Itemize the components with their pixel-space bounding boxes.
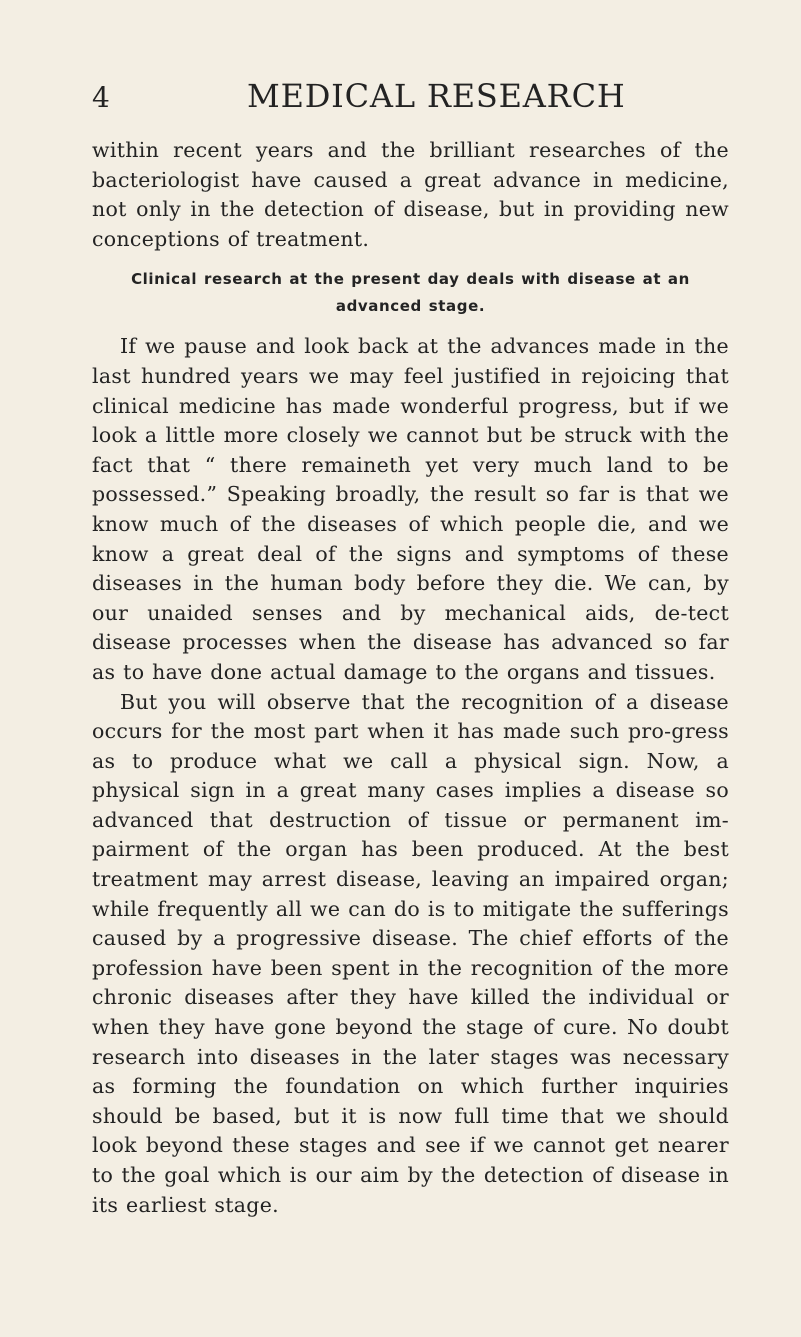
- paragraph-continued: within recent years and the brilliant researches of the bacteriologist have caused a great advance in medicine, not only in the detection of disease, but in providing new conceptions of treatment.: [92, 138, 729, 251]
- page-number: 4: [92, 81, 111, 114]
- paragraph: If we pause and look back at the advances made in the last hundred years we may feel justified in rejoicing that clinical medicine has made wonderful progress, but if we look a little more closely we cannot but be struck with the fact that “ there remaineth yet very much land to be possessed.” Speaking broadly, the result so far is that we know much of the diseases of which people die, and we know a great deal of the signs and symptoms of these diseases in the human body before they die. We can, by our unaided senses and by mechanical aids, de-tect disease processes when the disease has advanced so far as to have done actual damage to the organs and tissues.: [92, 334, 729, 684]
- running-title: MEDICAL RESEARCH: [247, 77, 626, 115]
- section-sidenote: Clinical research at the present day deals with disease at an advanced stage.: [131, 270, 690, 316]
- page-body: [92, 136, 729, 1220]
- page-header: [92, 76, 732, 120]
- paragraph: But you will observe that the recognition of a disease occurs for the most part when it has made such pro-gress as to produce what we call a physical sign. Now, a physical sign in a great many cases implies a disease so advanced that destruction of tissue or permanent im-pairment of the organ has been produced. At the best treatment may arrest disease, leaving an impaired organ; while frequently all we can do is to mitigate the sufferings caused by a progressive disease. The chief efforts of the profession have been spent in the recognition of the more chronic diseases after they have killed the individual or when they have gone beyond the stage of cure. No doubt research into diseases in the later stages was necessary as forming the foundation on which further inquiries should be based, but it is now full time that we should look beyond these stages and see if we cannot get nearer to the goal which is our aim by the detection of disease in its earliest stage.: [92, 689, 729, 1217]
